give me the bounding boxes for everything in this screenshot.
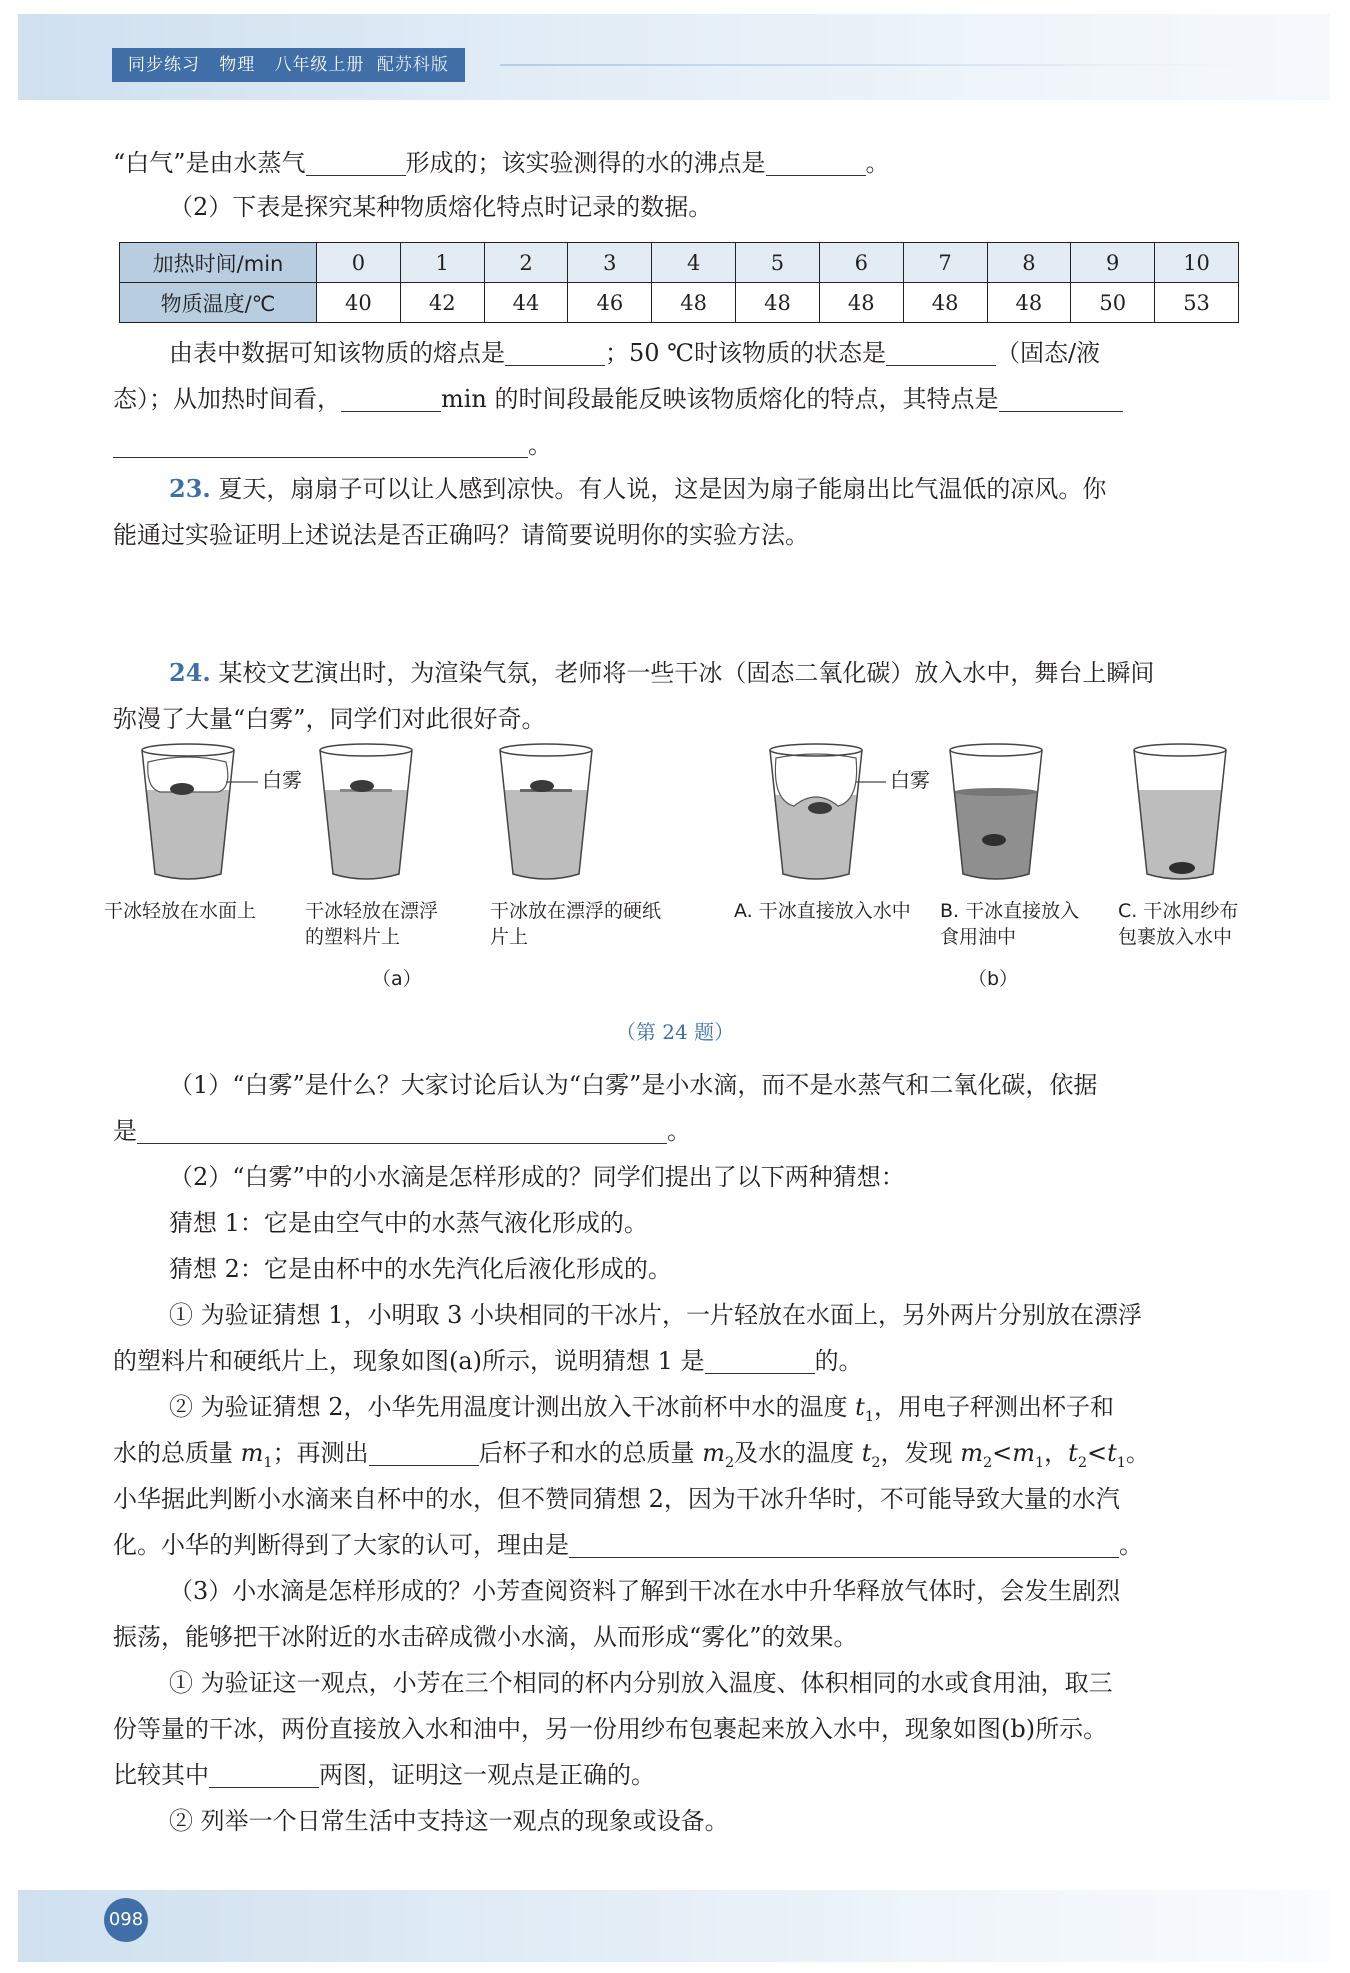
figure-label: 干冰放在漂浮的硬纸 (490, 900, 662, 922)
question-number: 23. (169, 474, 211, 503)
header-series: 同步练习 (128, 55, 200, 75)
subscript: 1 (263, 1454, 273, 1471)
header-subject: 物理 (219, 55, 256, 75)
text-segment: 。 (1119, 1531, 1143, 1559)
text-line (113, 330, 1243, 376)
table-cell: 2 (484, 243, 568, 283)
text-line: ② 列举一个日常生活中支持这一观点的现象或设备。 (169, 1807, 729, 1835)
footer-band (18, 1890, 1330, 1962)
text-line: 份等量的干冰，两份直接放入水和油中，另一份用纱布包裹起来放入水中，现象如图(b)所示。 (113, 1715, 1108, 1743)
text-segment: 后杯子和水的总质量 (478, 1439, 703, 1467)
table-cell: 42 (400, 283, 484, 323)
cup-b3 (1134, 744, 1226, 879)
question-23-line (113, 466, 1243, 512)
table-cell: 44 (484, 283, 568, 323)
table-cell: 4 (652, 243, 736, 283)
subscript: 2 (871, 1454, 881, 1471)
subscript: 1 (1116, 1454, 1126, 1471)
header-grade: 八年级上册 (274, 55, 365, 75)
text-segment: 。 (667, 1117, 691, 1145)
header-edition: 配苏科版 (376, 55, 449, 75)
text-line: 振荡，能够把干冰附近的水击碎成微小水滴，从而形成“雾化”的效果。 (113, 1623, 858, 1651)
table-cell: 3 (568, 243, 652, 283)
answer-blank (999, 385, 1123, 412)
table-cell: 9 (1071, 243, 1155, 283)
dry-ice (530, 780, 554, 792)
table-header-cell: 物质温度/℃ (120, 283, 317, 323)
figure-label: 包裹放入水中 (1118, 926, 1233, 948)
text-line: 猜想 2：它是由杯中的水先汽化后液化形成的。 (169, 1255, 672, 1283)
table-cell: 40 (317, 283, 401, 323)
dry-ice (350, 780, 374, 792)
text-line: （2）下表是探究某种物质熔化特点时记录的数据。 (169, 193, 713, 221)
text-line: ① 为验证猜想 1，小明取 3 小块相同的干冰片，一片轻放在水面上，另外两片分别放在漂浮 (169, 1301, 1143, 1329)
table-cell: 5 (736, 243, 820, 283)
symbol: < (1086, 1439, 1108, 1467)
dry-ice (808, 802, 832, 814)
text-segment: ，发现 (880, 1439, 961, 1467)
text-segment: 夏天，扇扇子可以让人感到凉快。有人说，这是因为扇子能扇出比气温低的凉风。你 (218, 475, 1107, 503)
text-line: 小华据此判断小水滴来自杯中的水，但不赞同猜想 2，因为干冰升华时，不可能导致大量的水汽 (113, 1485, 1120, 1513)
table-header-cell: 加热时间/min (120, 243, 317, 283)
table-cell: 46 (568, 283, 652, 323)
dry-ice (982, 834, 1006, 846)
text-segment: 的。 (814, 1347, 863, 1375)
fog-label: 白雾 (262, 768, 302, 792)
dry-ice (170, 783, 194, 795)
page-number: 098 (104, 1898, 148, 1942)
text-line: （2）“白雾”中的小水滴是怎样形成的？同学们提出了以下两种猜想： (169, 1163, 905, 1191)
symbol: < (992, 1439, 1013, 1467)
figure-label: 的塑料片上 (305, 926, 401, 948)
table-row (120, 283, 1239, 323)
table-cell: 7 (903, 243, 987, 283)
cup-a1 (142, 744, 234, 879)
figure-label: 片上 (490, 926, 529, 948)
text-segment: ，用电子秤测出杯子和 (873, 1393, 1114, 1421)
question-number: 24. (169, 658, 211, 687)
table-cell: 10 (1155, 243, 1239, 283)
wrapped-dry-ice (1169, 862, 1195, 874)
table-row (120, 243, 1239, 283)
figure-group-label: （b） (968, 968, 1019, 990)
table-cell: 48 (736, 283, 820, 323)
subscript: 1 (1035, 1454, 1045, 1471)
experiment-figure (0, 740, 1350, 890)
question-24-line: 弥漫了大量“白雾”，同学们对此很好奇。 (113, 705, 546, 733)
answer-blank (341, 385, 441, 412)
text-segment: 。 (1125, 1439, 1150, 1467)
figure-caption: （第 24 题） (615, 1020, 735, 1044)
figure-label: A. 干冰直接放入水中 (734, 900, 911, 922)
text-segment: 形成的；该实验测得的水的沸点是 (405, 149, 766, 177)
symbol: t (861, 1439, 872, 1467)
text-segment: ；再测出 (272, 1439, 369, 1467)
answer-blank (137, 1117, 667, 1144)
text-segment: 由表中数据可知该物质的熔点是 (169, 339, 505, 367)
text-segment: 某校文艺演出时，为渲染气氛，老师将一些干冰（固态二氧化碳）放入水中，舞台上瞬间 (218, 659, 1155, 687)
answer-blank (113, 431, 528, 458)
table-cell: 0 (317, 243, 401, 283)
text-line (113, 422, 1243, 468)
table-cell: 6 (819, 243, 903, 283)
text-segment: ， (1044, 1439, 1069, 1467)
figure-group-label: （a） (372, 968, 422, 990)
symbol: t (855, 1393, 865, 1421)
header-rule (500, 64, 1242, 66)
symbol: m (960, 1439, 983, 1467)
table-cell: 48 (652, 283, 736, 323)
data-table (119, 242, 1239, 323)
question-24-line (113, 650, 1243, 696)
text-line: ① 为验证这一观点，小芳在三个相同的杯内分别放入温度、体积相同的水或食用油，取三 (169, 1669, 1113, 1697)
text-line: （3）小水滴是怎样形成的？小芳查阅资料了解到干冰在水中升华释放气体时，会发生剧烈 (169, 1577, 1121, 1605)
question-23-line: 能通过实验证明上述说法是否正确吗？请简要说明你的实验方法。 (113, 521, 809, 549)
symbol: m (1012, 1439, 1036, 1467)
answer-blank (306, 149, 406, 176)
answer-blank (886, 339, 996, 366)
text-segment: 的塑料片和硬纸片上，现象如图(a)所示，说明猜想 1 是 (113, 1347, 705, 1375)
table-cell: 48 (903, 283, 987, 323)
cup-a2 (320, 744, 412, 879)
header-label (112, 48, 465, 82)
table-cell: 8 (987, 243, 1071, 283)
text-segment: min 的时间段最能反映该物质熔化的特点，其特点是 (441, 385, 999, 413)
text-line (113, 1338, 1243, 1384)
text-segment: ② 为验证猜想 2，小华先用温度计测出放入干冰前杯中水的温度 (169, 1393, 856, 1421)
symbol: m (702, 1439, 725, 1467)
figure-label: C. 干冰用纱布 (1118, 900, 1239, 922)
cup-b2 (950, 744, 1042, 879)
table-cell: 48 (987, 283, 1071, 323)
subscript: 2 (724, 1454, 735, 1471)
answer-blank (209, 1761, 319, 1788)
subscript: 2 (982, 1454, 993, 1471)
text-line (113, 1752, 1243, 1798)
answer-blank (369, 1439, 479, 1466)
fog-label: 白雾 (890, 768, 930, 792)
text-segment: 化。小华的判断得到了大家的认可，理由是 (113, 1531, 569, 1559)
symbol: t (1068, 1439, 1078, 1467)
symbol: t (1107, 1439, 1117, 1467)
answer-blank (705, 1347, 815, 1374)
text-line (113, 140, 1243, 186)
text-segment: 。 (528, 431, 552, 459)
subscript: 1 (864, 1408, 874, 1425)
cup-a3 (500, 744, 592, 879)
text-line: （1）“白雾”是什么？大家讨论后认为“白雾”是小水滴，而不是水蒸气和二氧化碳，依据 (169, 1071, 1098, 1099)
text-line (113, 376, 1243, 422)
text-line: 猜想 1：它是由空气中的水蒸气液化形成的。 (169, 1209, 648, 1237)
answer-blank (505, 339, 605, 366)
table-cell: 50 (1071, 283, 1155, 323)
answer-blank (766, 149, 866, 176)
text-segment: 。 (865, 149, 890, 177)
table-cell: 1 (400, 243, 484, 283)
text-line (113, 1522, 1243, 1568)
symbol: m (240, 1439, 264, 1467)
text-segment: 态）；从加热时间看， (113, 385, 341, 413)
text-segment: 两图，证明这一观点是正确的。 (319, 1761, 655, 1789)
text-segment: 比较其中 (113, 1761, 209, 1789)
table-cell: 48 (819, 283, 903, 323)
text-segment: “白气”是由水蒸气 (113, 149, 306, 177)
cup-b1 (770, 744, 862, 879)
text-segment: 水的总质量 (113, 1439, 241, 1467)
text-segment: 是 (113, 1117, 137, 1145)
subscript: 2 (1077, 1454, 1087, 1471)
answer-blank (569, 1531, 1119, 1558)
table-cell: 53 (1155, 283, 1239, 323)
text-segment: （固态/液 (996, 339, 1101, 367)
figure-label: 干冰轻放在水面上 (104, 900, 257, 922)
text-segment: 及水的温度 (734, 1439, 862, 1467)
figure-label: 食用油中 (940, 926, 1017, 948)
figure-label: B. 干冰直接放入 (940, 900, 1080, 922)
text-line (113, 1108, 1243, 1154)
figure-label: 干冰轻放在漂浮 (305, 900, 439, 922)
text-segment: ；50 ℃时该物质的状态是 (605, 339, 887, 367)
